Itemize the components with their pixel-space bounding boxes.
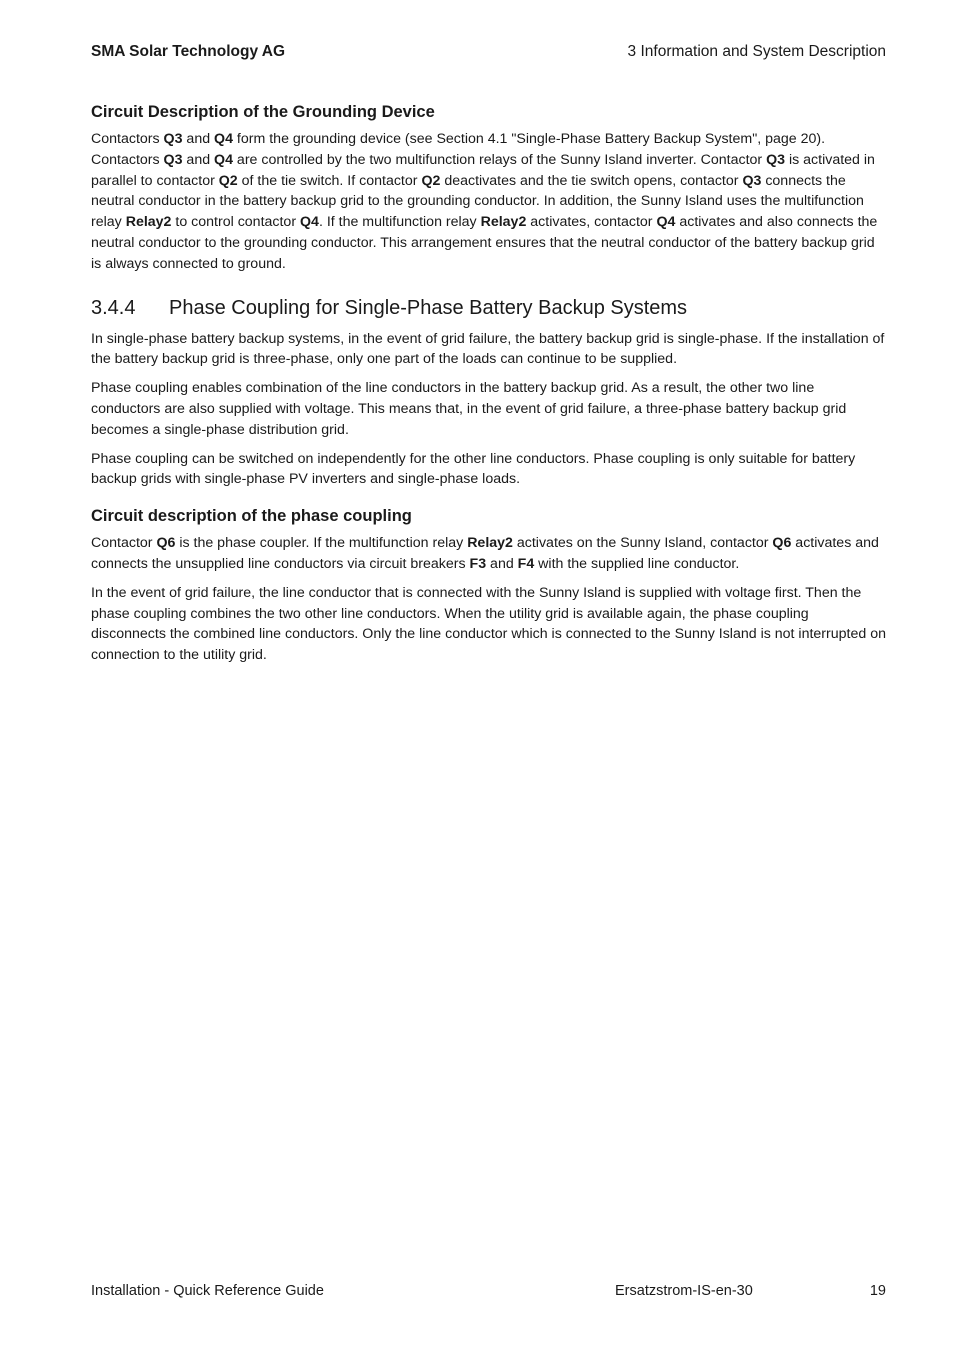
footer-doc-code: Ersatzstrom-IS-en-30 [615,1283,753,1299]
coupling-heading: Circuit description of the phase coupling [91,507,412,526]
bold-term: Relay2 [125,214,172,231]
grounding-paragraph: Contactors Q3 and Q4 form the grounding device (see Section 4.1 "Single-Phase Battery Backup System", page 20). Contactors Q3 and Q4 are controlled by the two multifunction relays of the Sunny Island inverter. Contactor Q3 is activated in parallel to contactor Q2 of the tie switch. If contactor Q2 deactivates and the tie switch opens, contactor Q3 connects the neutral conductor in the battery backup grid to the grounding conductor. In addition, the Sunny Island uses the multifunction relay Relay2 to control contactor Q4. If the multifunction relay Relay2 activates, contactor Q4 activates and also connects the neutral conductor to the grounding conductor. This arrangement ensures that the neutral conductor of the battery backup grid is always connected to ground. [91,131,878,272]
page-content [91,100,886,674]
bold-term: Q4 [300,214,319,231]
section-paragraph-3: Phase coupling can be switched on independently for the other line conductors. Phase coupling is only suitable for battery backup grids with single-phase PV inverters and single-phase loads. [91,450,856,488]
bold-term: Relay2 [480,214,527,231]
bold-term: Q3 [766,151,786,168]
footer-doc-title: Installation - Quick Reference Guide [91,1283,324,1299]
page-number: 19 [869,1283,886,1299]
section-title: Phase Coupling for Single-Phase Battery Backup Systems [169,296,688,319]
bold-term: Q2 [421,172,441,189]
coupling-paragraph-2: In the event of grid failure, the line conductor that is connected with the Sunny Island is supplied with voltage first. Then the phase coupling combines the two other line conductors. When the utility grid is available again, the phase coupling disconnects the combined line conductors. Only the line conductor which is connected to the Sunny Island is not interrupted on connection to the utility grid. [91,584,886,664]
section-paragraph-2: Phase coupling enables combination of the line conductors in the battery backup grid. As a result, the other two line conductors are also supplied with voltage. This means that, in the event of grid failure, a three-phase battery backup grid becomes a single-phase distribution grid. [91,380,847,438]
bold-term: Q6 [772,535,792,552]
grounding-heading: Circuit Description of the Grounding Device [91,103,435,121]
bold-term: F4 [517,555,535,572]
bold-term: Q3 [163,151,183,168]
bold-term: Q2 [218,172,238,189]
page-header [91,43,886,61]
bold-term: Q6 [156,535,176,552]
bold-term: Q4 [214,131,233,147]
coupling-paragraph-1: Contactor Q6 is the phase coupler. If the multifunction relay Relay2 activates on the Sunny Island, contactor Q6 activates and connects the unsupplied line conductors via circuit breakers F3 and F4 with the supplied line conductor. [91,535,879,572]
company-name: SMA Solar Technology AG [91,43,286,60]
bold-term: Relay2 [467,535,513,552]
bold-term: Q4 [656,214,676,231]
bold-term: Q4 [214,151,233,168]
section-paragraph-1: In single-phase battery backup systems, in the event of grid failure, the battery backup grid is single-phase. If the installation of the battery backup grid is three-phase, only one part of the loads can continue to be supplied. [91,330,885,368]
bold-term: F3 [469,555,487,572]
bold-term: Q3 [742,172,762,189]
section-heading [91,295,886,321]
bold-term: Q3 [163,131,183,147]
chapter-title: 3 Information and System Description [627,43,886,60]
section-number: 3.4.4 [91,296,136,319]
